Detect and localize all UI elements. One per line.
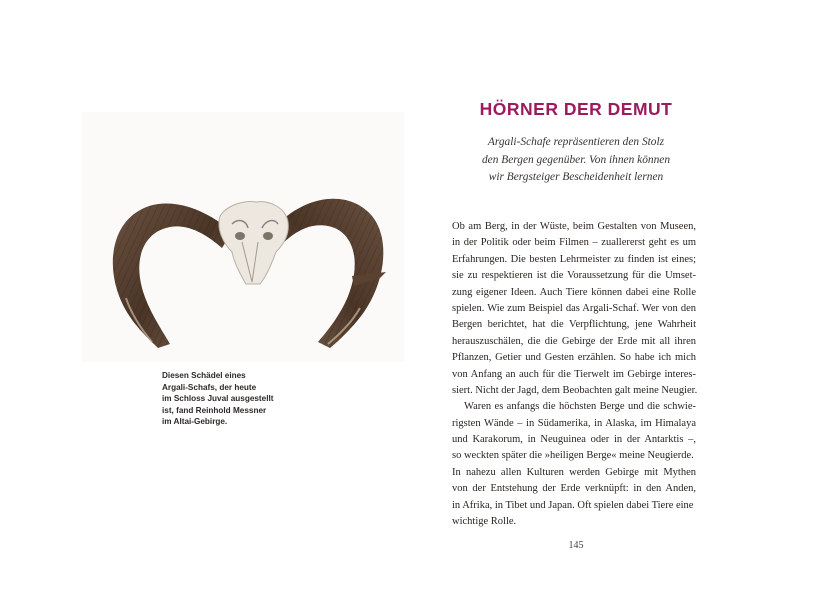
body-line: von Anfang an auch für die Tierwelt im Gebirge interes- [452, 368, 696, 380]
subtitle-line: den Bergen gegenüber. Von ihnen können [481, 153, 671, 166]
skull [219, 202, 288, 284]
caption-line: Argali-Schafs, der heute [162, 382, 257, 392]
body-line: in der Politik oder beim Filmen – zuallererst geht es um [452, 237, 696, 249]
skull-photo [82, 112, 404, 362]
body-line: von der Entstehung der Erde verknüpft: in den Anden, [452, 483, 696, 495]
body-line: Waren es anfangs die höchsten Berge und die schwie- [464, 401, 696, 413]
article-body [452, 219, 696, 530]
body-line: Pflanzen, Getier und Gesten erzählen. So habe ich mich [452, 352, 696, 364]
page-number: 145 [568, 540, 584, 551]
caption-line: im Schloss Juval ausgestellt [162, 394, 274, 404]
article-title: HÖRNER DER DEMUT [479, 99, 673, 119]
body-line: In nahezu allen Kulturen werden Gebirge mit Mythen [452, 466, 696, 478]
body-line: spielen. Wie zum Beispiel das Argali-Schaf. Wer von den [452, 302, 696, 314]
body-line: und Karakorum, in Neuguinea oder in der Antarktis –, [452, 434, 696, 446]
body-line: siert. Nicht der Jagd, dem Beobachten galt meine Neugier. [452, 384, 698, 396]
caption-line: im Altai-Gebirge. [162, 417, 228, 427]
subtitle-line: wir Bergsteiger Bescheidenheit lernen [488, 171, 664, 183]
body-line: sie zu respektieren ist die Voraussetzung für die Umset- [452, 270, 696, 282]
body-line: wichtige Rolle. [452, 516, 517, 528]
right-horn [278, 199, 386, 348]
article-subtitle [452, 134, 700, 187]
body-line: Ob am Berg, in der Wüste, beim Gestalten von Museen, [452, 221, 696, 232]
argali-skull-illustration [82, 112, 404, 362]
subtitle-line: Argali-Schafe repräsentieren den Stolz [487, 136, 665, 148]
body-line: herauszuschälen, die die Gebirge der Erde mit all ihren [452, 335, 696, 347]
body-line: so weckten später die »heiligen Berge« meine Neugierde. [452, 450, 694, 462]
body-line: rigsten Wände – in Südamerika, in Alaska, im Himalaya [452, 417, 696, 429]
figure-caption [162, 370, 332, 428]
body-line: in Afrika, in Tibet und Japan. Oft spielen dabei Tiere eine [452, 499, 694, 511]
caption-line: Diesen Schädel eines [162, 371, 246, 380]
left-horn [113, 204, 232, 348]
body-line: zung eigener Ideen. Auch Tiere können dabei eine Rolle [452, 286, 696, 298]
body-line: Erfahrungen. Die besten Lehrmeister zu finden ist eines; [452, 253, 696, 265]
body-line: Bergen berichtet, hat die Verpflichtung, jene Wahrheit [452, 319, 696, 331]
caption-line: ist, fand Reinhold Messner [162, 405, 267, 415]
